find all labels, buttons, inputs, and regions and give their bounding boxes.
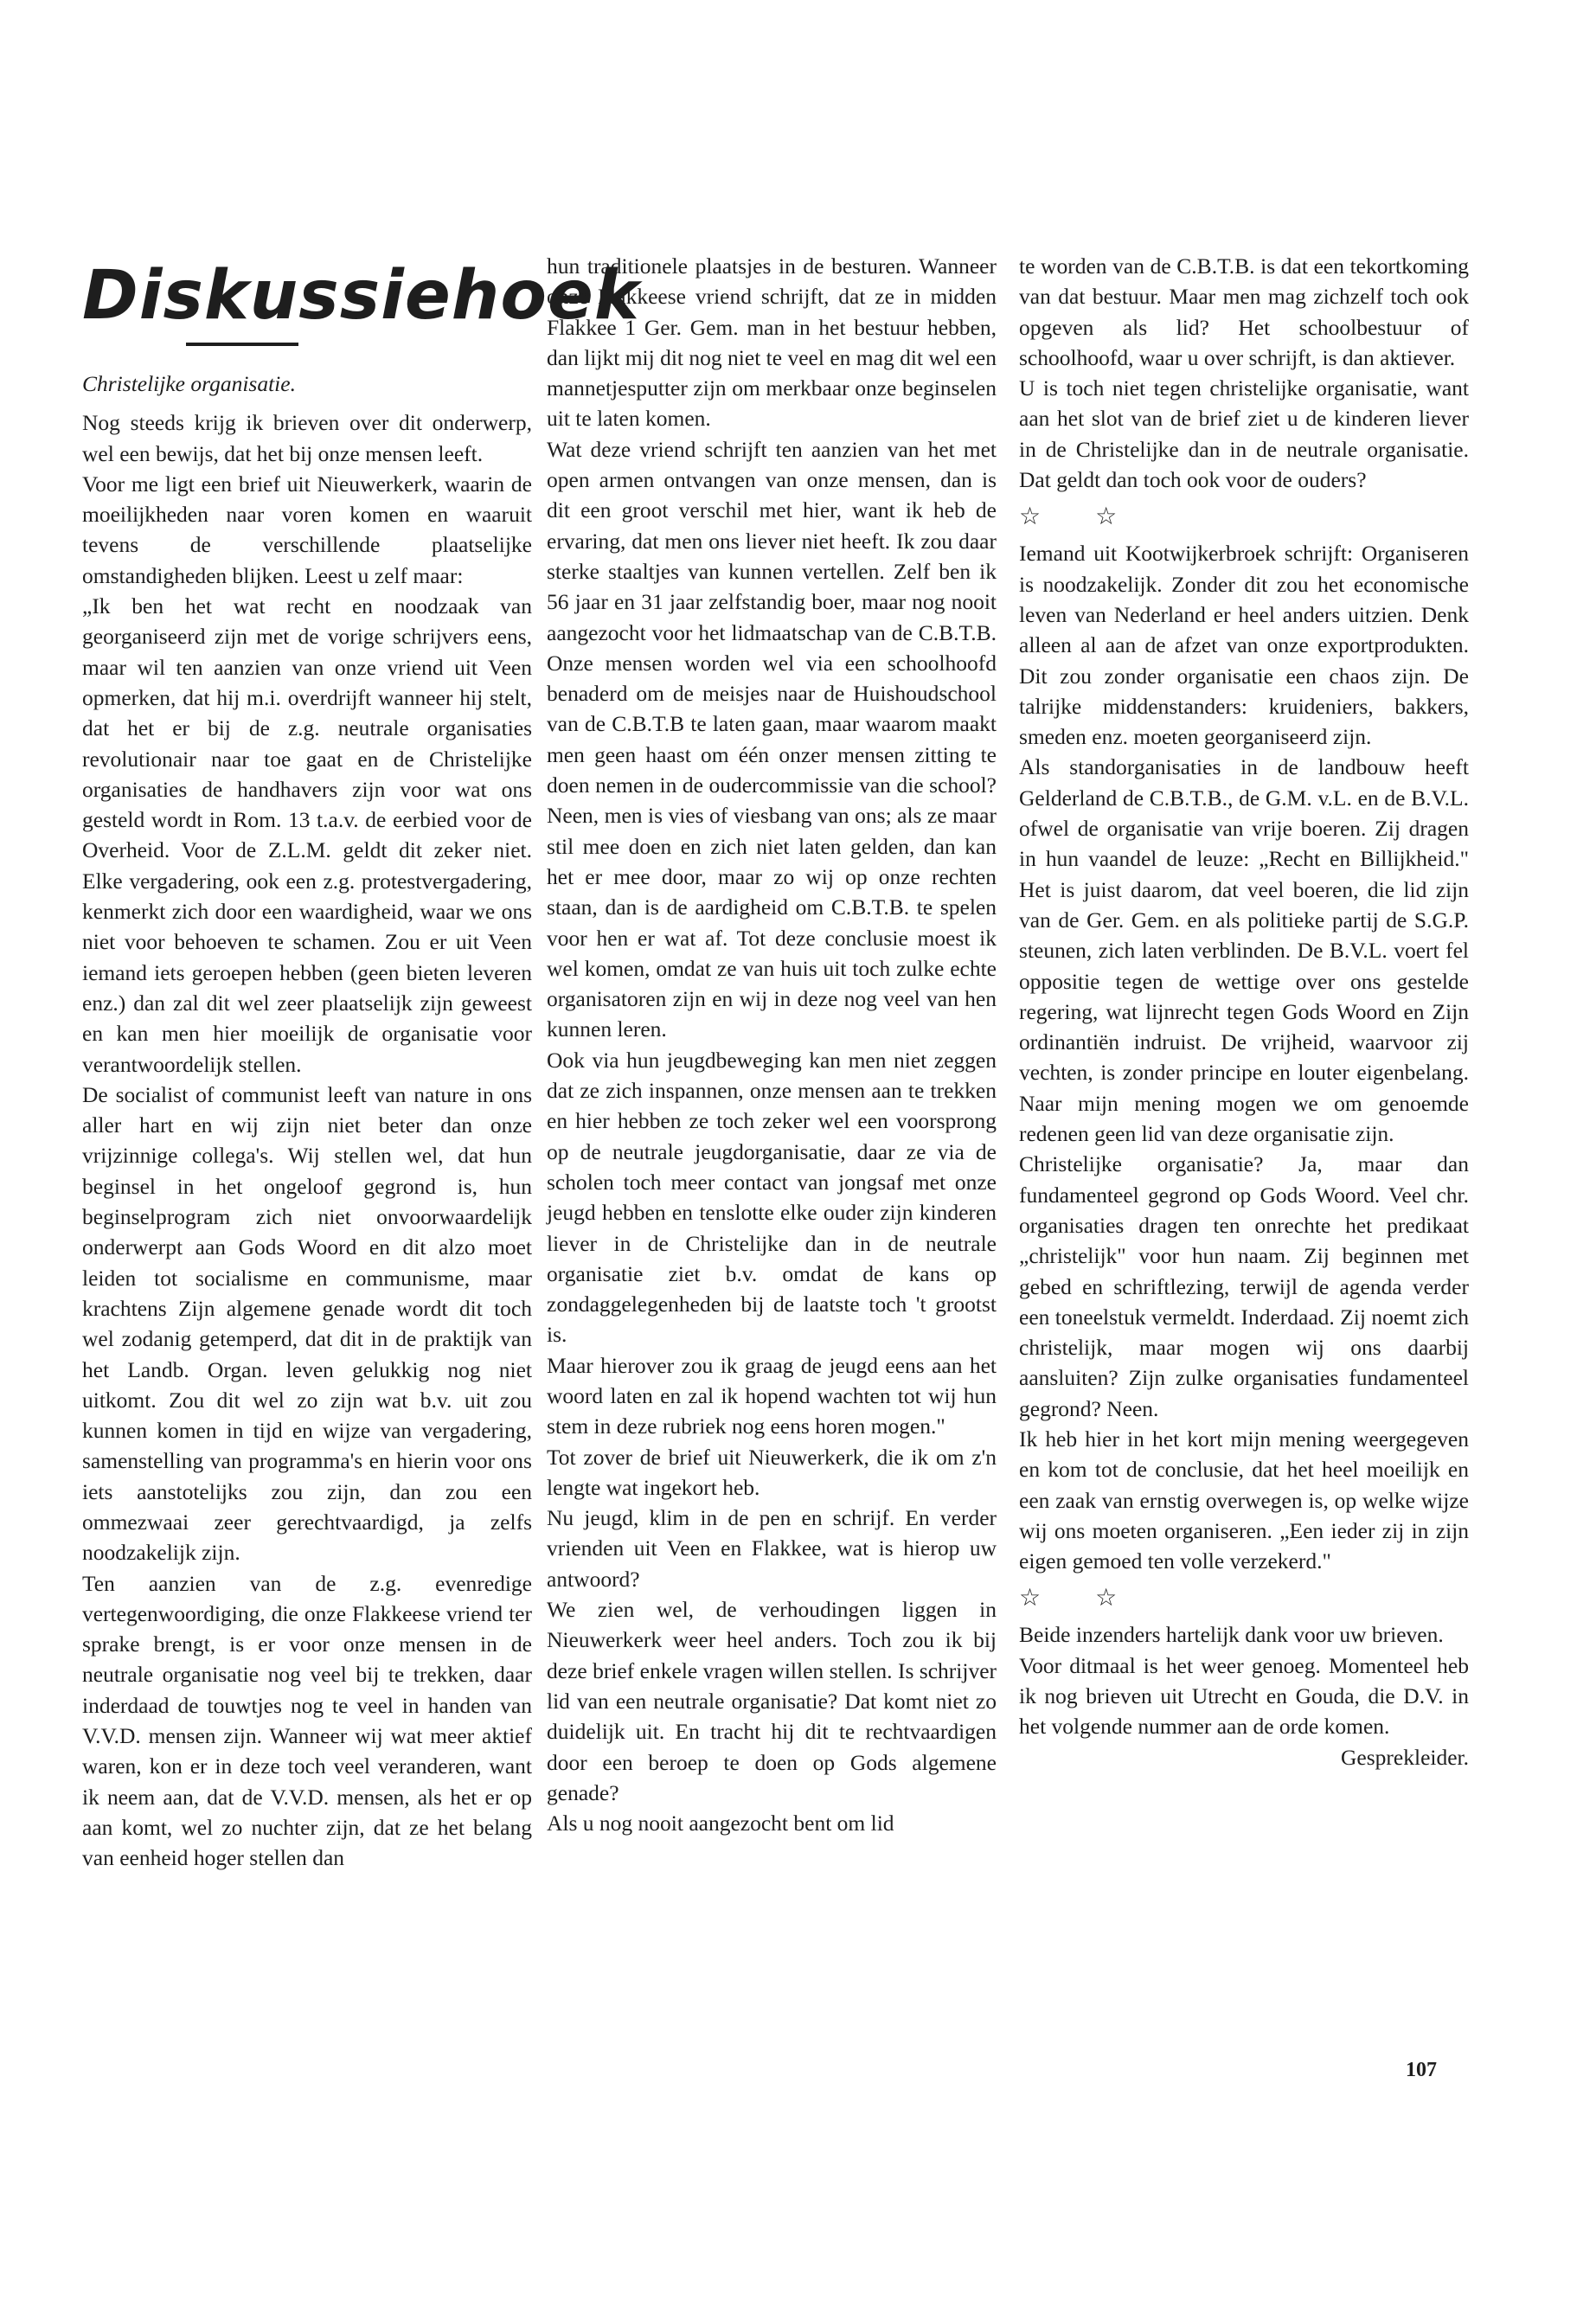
page-number: 107 [1406,2059,1437,2081]
paragraph: Ik heb hier in het kort mijn mening weergegeven en kom tot de conclusie, dat het heel moeilijk en een zaak van ernstig overwegen is, op welke wijze wij ons moeten organiseren. „Een ieder zij in zijn eigen gemoed ten volle verzekerd." [1019,1426,1469,1574]
paragraph: De socialist of communist leeft van nature in ons aller hart en wij zijn niet beter dan onze vrijzinnige collega's. Wij stellen wel, dat hun beginsel in het ongeloof gegrond is, hun beginselprogram zich niet onvoorwaardelijk onderwerpt aan Gods Woord en dit alzo moet leiden tot socialisme en communisme, maar krachtens Zijn algemene genade wordt dit toch wel zodanig getemperd, dat dit in de praktijk van het Landb. Organ. leven gelukkig nog niet uitkomt. Zou dit wel zo zijn wat b.v. uit zou kunnen komen in tijd en wijze van vergadering, samenstelling van programma's en hierin voor ons iets aanstotelijks zou zijn, dan zou een ommezwaai zeer gerechtvaardigd, ja zelfs noodzakelijk zijn. [82,1081,532,1566]
paragraph: Voor ditmaal is het weer genoeg. Momenteel heb ik nog brieven uit Utrecht en Gouda, die D.V. in het volgende nummer aan de orde komen. [1019,1652,1469,1740]
column-1 [82,253,640,1874]
paragraph: Als u nog nooit aangezocht bent om lid [547,1811,894,1836]
signature: Gesprekleider. [1341,1744,1469,1770]
paragraph: Voor me ligt een brief uit Nieuwerkerk, waarin de moeilijkheden naar voren komen en waaruit tevens de verschillende plaatselijke omstandigheden blijken. Leest u zelf maar: [82,471,532,588]
paragraph: Nu jeugd, klim in de pen en schrijf. En verder vrienden uit Veen en Flakkee, wat is hierop uw antwoord? [547,1505,997,1592]
paragraph: Tot zover de brief uit Nieuwerkerk, die ik om z'n lengte wat ingekort heb. [547,1444,997,1500]
paragraph: Iemand uit Kootwijkerbroek schrijft: Organiseren is noodzakelijk. Zonder dit zou het economische leven van Nederland er heel anders uitzien. Denk alleen al aan de afzet van onze exportprodukten. Dit zou zonder organisatie een chaos zijn. De talrijke middenstanders: kruideniers, bakkers, smeden enz. moeten georganiseerd zijn. [1019,541,1469,750]
paragraph: Ook via hun jeugdbeweging kan men niet zeggen dat ze zich inspannen, onze mensen aan te trekken en hier hebben ze toch zeker wel een voorsprong op de neutrale jeugdorganisatie, daar ze via de scholen toch meer contact van jongsaf met onze jeugd hebben en tenslotte elke ouder zijn kinderen liever in de Christelijke dan in de neutrale organisatie ziet b.v. omdat de kans op zondaggelegenheden bij de laatste toch 't grootst is. [547,1047,997,1348]
section-subtitle: Christelijke organisatie. [82,371,296,396]
star-divider: ☆ ☆ [1019,503,1142,531]
title-underline [186,343,298,346]
paragraph: hun traditionele plaatsjes in de besturen. Wanneer onze Flakkeese vriend schrijft, dat ze in midden Flakkee 1 Ger. Gem. man in het bestuur hebben, dan lijkt mij dit nog niet te veel en mag dit wel een mannetjesputter zijn om merkbaar onze beginselen uit te laten komen. [547,253,997,432]
paragraph: Als standorganisaties in de landbouw heeft Gelderland de C.B.T.B., de G.M. v.L. en de B.V.L. ofwel de organisatie van vrije boeren. Zij dragen in hun vaandel de leuze: „Recht en Billijkheid." Het is juist daarom, dat veel boeren, die lid zijn van de Ger. Gem. en als politieke partij de S.G.P. steunen, zich laten verblinden. De B.V.L. voert fel oppositie tegen de wettige over ons gestelde regering, wat lijnrecht tegen Gods Woord en Zijn ordinantiën indruist. De vrijheid, waarvoor zij vechten, is zonder principe en louter eigenbelang. Naar mijn mening mogen we om genoemde redenen geen lid van deze organisatie zijn. [1019,754,1469,1147]
paragraph: Maar hierover zou ik graag de jeugd eens aan het woord laten en zal ik hopend wachten tot wij hun stem in deze rubriek nog eens horen mogen." [547,1352,997,1439]
column-3 [1019,251,1469,1772]
paragraph: Christelijke organisatie? Ja, maar dan fundamenteel gegrond op Gods Woord. Veel chr. organisaties dragen ten onrechte het predikaat „christelijk" voor hun naam. Zij beginnen met gebed en schriftlezing, terwijl de agenda verder een toneelstuk vermeldt. Inderdaad. Zij noemt zich christelijk, maar mogen wij ons daarbij aansluiten? Zijn zulke organisaties fundamenteel gegrond? Neen. [1019,1151,1469,1421]
paragraph: Ten aanzien van de z.g. evenredige vertegenwoordiging, die onze Flakkeese vriend ter sprake brengt, is er voor onze mensen in de neutrale organisatie nog veel bij te trekken, daar inderdaad de touwtjes nog te veel in handen van V.V.D. mensen zijn. Wanneer wij wat meer aktief waren, kon er in deze toch veel veranderen, want ik neem aan, dat de V.V.D. mensen, als het er op aan komt, wel zo nuchter zijn, dat ze het belang van eenheid hoger stellen dan [82,1570,532,1871]
paragraph: te worden van de C.B.T.B. is dat een tekortkoming van dat bestuur. Maar men mag zichzelf toch ook opgeven als lid? Het schoolbestuur of schoolhoofd, waar u over schrijft, is dan aktiever. [1019,253,1469,370]
paragraph: We zien wel, de verhoudingen liggen in Nieuwerkerk weer heel anders. Toch zou ik bij deze brief enkele vragen willen stellen. Is schrijver lid van een neutrale organisatie? Dat komt niet zo duidelijk uit. En tracht hij dit te rechtvaardigen door een beroep te doen op Gods algemene genade? [547,1597,997,1805]
paragraph: „Ik ben het wat recht en noodzaak van georganiseerd zijn met de vorige schrijvers eens, maar wil ten aanzien van onze vriend uit Veen opmerken, dat hij m.i. overdrijft wanneer hij stelt, dat het er bij de z.g. neutrale organisaties revolutionair naar toe gaat en de Christelijke organisaties de handhavers zijn voor wat ons gesteld wordt in Rom. 13 t.a.v. de eerbied voor de Overheid. Voor de Z.L.M. geldt dit zeker niet. Elke vergadering, ook een z.g. protestvergadering, kenmerkt zich door een waardigheid, waar we ons niet voor behoeven te schamen. Zou er uit Veen iemand iets geroepen hebben (geen bieten leveren enz.) dan zal dit wel zeer plaatselijk zijn geweest en kan men hier moeilijk de organisatie voor verantwoordelijk stellen. [82,593,532,1077]
paragraph: Beide inzenders hartelijk dank voor uw brieven. [1019,1622,1444,1648]
paragraph: Wat deze vriend schrijft ten aanzien van het met open armen ontvangen van onze mensen, dan is dit een groot verschil met hier, want ik heb de ervaring, dat men ons liever niet heeft. Ik zou daar sterke staaltjes van kunnen vertellen. Zelf ben ik 56 jaar en 31 jaar zelfstandig boer, maar nog nooit aangezocht voor het lidmaatschap van de C.B.T.B. Onze mensen worden wel via een schoolhoofd benaderd om de meisjes naar de Huishoudschool van de C.B.T.B te laten gaan, maar waarom maakt men geen haast om één onzer mensen zitting te doen nemen in de oudercommissie van die school? Neen, men is vies of viesbang van ons; als ze maar stil mee doen en zich niet laten gelden, dan kan het er mee door, maar zo wij op onze rechten staan, dan is de aardigheid om C.B.T.B. te spelen voor hen er wat af. Tot deze conclusie moest ik wel komen, omdat ze van huis uit toch zulke echte organisatoren zijn en wij in deze nog veel van hen kunnen leren. [547,436,997,1042]
page-title: Diskussiehoek [82,257,640,335]
star-divider: ☆ ☆ [1019,1585,1142,1612]
paragraph: Nog steeds krijg ik brieven over dit onderwerp, wel een bewijs, dat het bij onze mensen leeft. [82,410,532,466]
column-2 [547,251,997,1838]
paragraph: U is toch niet tegen christelijke organisatie, want aan het slot van de brief ziet u de kinderen liever in de Christelijke dan in de neutrale organisatie. Dat geldt dan toch ook voor de ouders? [1019,375,1469,493]
